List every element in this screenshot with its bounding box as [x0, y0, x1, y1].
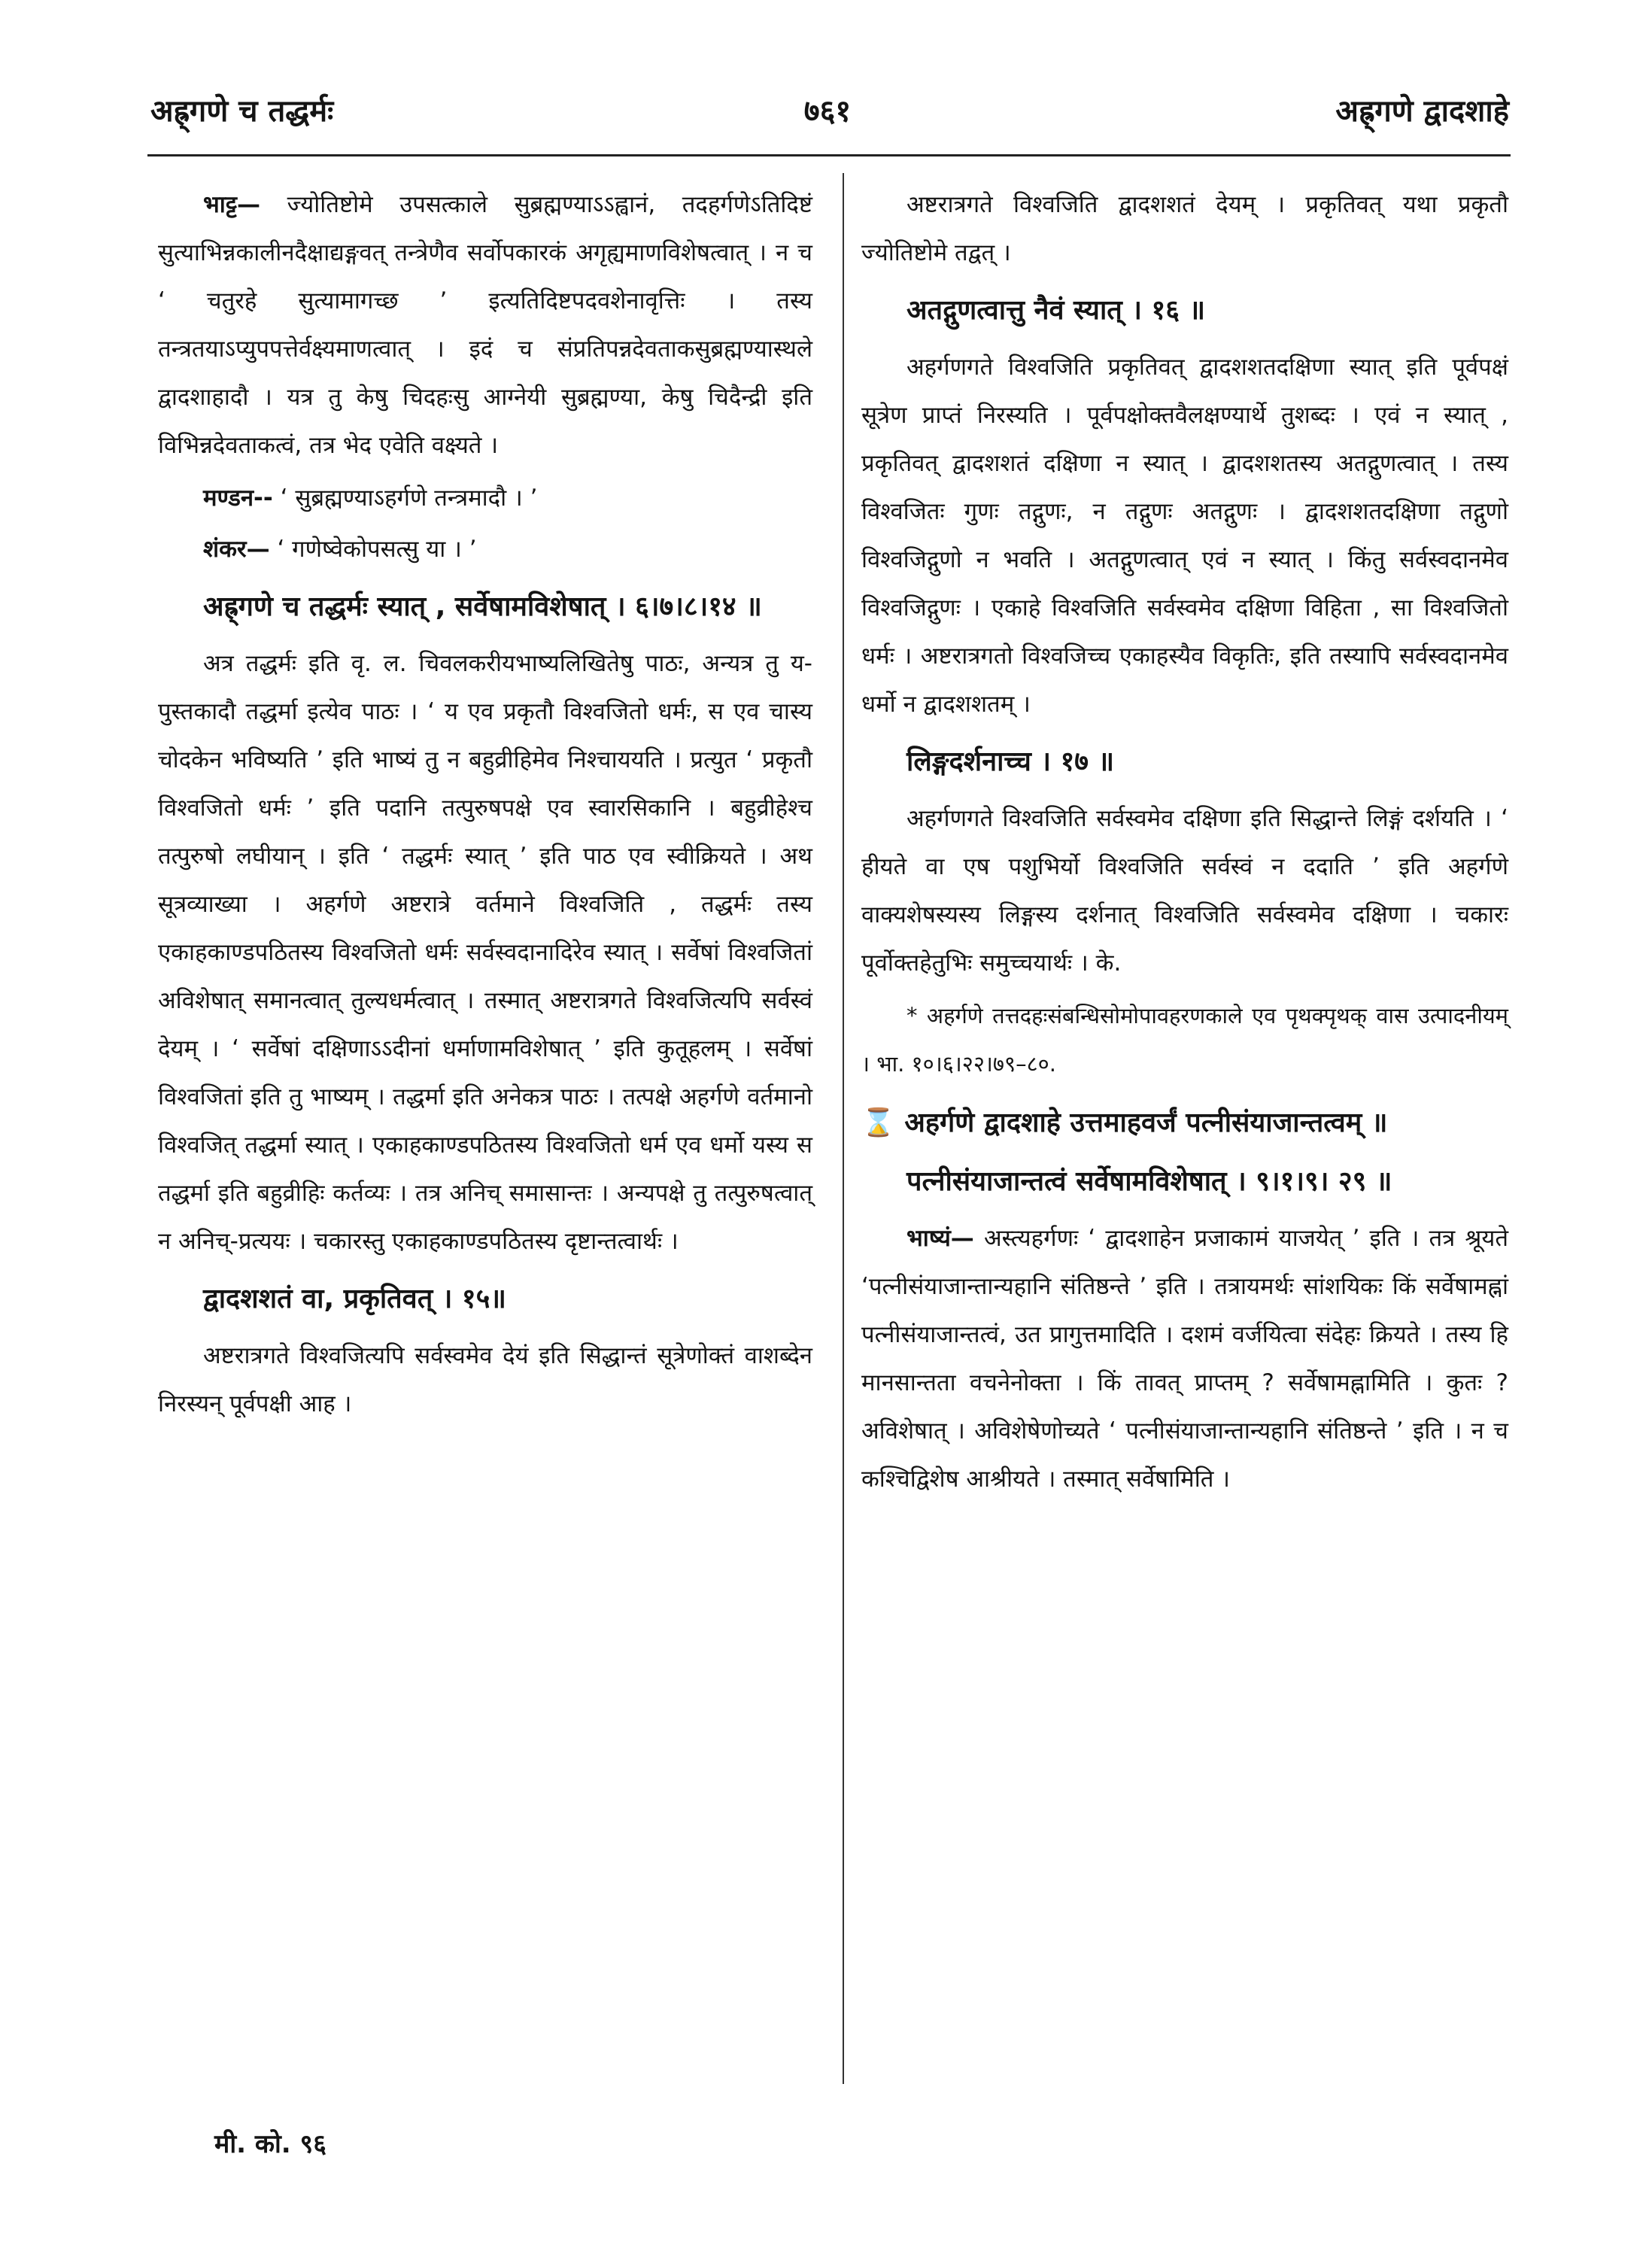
commentary-paragraph-1: अत्र तद्धर्मः इति वृ. ल. चिवलकरीयभाष्यलिखितेषु पाठः, अन्यत्र तु य-पुस्तकादौ तद्धर्मा इत्येव पाठः । ‘ य एव प्रकृतौ विश्वजितो धर्मः, स एव चास्य चोदकेन भविष्यति ’ इति भाष्यं तु न बहुव्रीहिमेव निश्चाययति । प्रत्युत ‘ प्रकृतौ विश्वजितो धर्मः ’ इति पदानि तत्पुरुषपक्षे एव स्वारसिकानि । बहुव्रीहेश्च तत्पुरुषो लघीयान् । इति ‘ तद्धर्मः स्यात् ’ इति पाठ एव स्वीक्रियते । अथ सूत्रव्याख्या । अहर्गणे अष्टरात्रे वर्तमाने विश्वजिति , तद्धर्मः तस्य एकाहकाण्डपठितस्य विश्वजितो धर्मः सर्वस्वदानादिरेव स्यात् । सर्वेषां विश्वजितां अविशेषात् समानत्वात् तुल्यधर्मत्वात् । तस्मात् अष्टरात्रगते विश्वजित्यपि सर्वस्वं देयम् । ‘ सर्वेषां दक्षिणाऽऽदीनां धर्माणामविशेषात् ’ इति कुतूहलम् । सर्वेषां विश्वजितां इति तु भाष्यम् । तद्धर्मा इति अनेकत्र पाठः । तत्पक्षे अहर्गणे वर्तमानो विश्वजित् तद्धर्मा स्यात् । एकाहकाण्डपठितस्य विश्वजितो धर्म एव धर्मो यस्य स तद्धर्मा इति बहुव्रीहिः कर्तव्यः । तत्र अनिच् समासान्तः । अन्यपक्षे तु तत्पुरुषत्वात् न अनिच्-प्रत्ययः । चकारस्तु एकाहकाण्डपठितस्य दृष्टान्तत्वार्थः ।	[158, 650, 812, 1255]
bhashya-text: अस्त्यहर्गणः ‘ द्वादशाहेन प्रजाकामं याजयेत् ’ इति । तत्र श्रूयते ‘पत्नीसंयाजान्तान्यहानि संतिष्ठन्ते ’ इति । तत्रायमर्थः सांशयिकः किं सर्वेषामह्नां पत्नीसंयाजान्तत्वं, उत प्रागुत्तमादिति । दशमं वर्जयित्वा संदेहः क्रियते । तस्य हि मानसान्तता वचनेनोक्ता । किं तावत् प्राप्तम् ? सर्वेषामह्नामिति । कुतः ? अविशेषात् । अविशेषेणोच्यते ‘ पत्नीसंयाजान्तान्यहानि संतिष्ठन्ते ’ इति । न च कश्चिद्विशेष आश्रीयते । तस्मात् सर्वेषामिति ।	[861, 1225, 1508, 1493]
shankara-text: ‘ गणेष्वेकोपसत्सु या । ’	[277, 536, 477, 563]
signature-mark: मी. को. ९६	[214, 2129, 326, 2159]
shankara-label: शंकर—	[203, 536, 270, 563]
shankara-quote	[158, 525, 812, 573]
commentary-paragraph-2: अष्टरात्रगते विश्वजित्यपि सर्वस्वमेव देयं इति सिद्धान्तं सूत्रेणोक्तं वाशब्देन निरस्यन् पूर्वपक्षी आह ।	[158, 1342, 812, 1417]
bhashya-label: भाष्यं—	[906, 1225, 974, 1252]
commentary-paragraph-4: अहर्गणगते विश्वजिति सर्वस्वमेव दक्षिणा इति सिद्धान्ते लिङ्गं दर्शयति । ‘ हीयते वा एष पशुभिर्यो विश्वजिति सर्वस्वं न ददाति ’ इति अहर्गणे वाक्यशेषस्यस्य लिङ्गस्य दर्शनात् विश्वजिति सर्वस्वमेव दक्षिणा । चकारः पूर्वोक्तहेतुभिः समुच्चयार्थः । के.	[861, 805, 1508, 977]
sutra-15: द्वादशशतं वा, प्रकृतिवत् । १५॥	[203, 1283, 506, 1314]
column-divider	[843, 173, 844, 2084]
bhashya-paragraph	[861, 1214, 1508, 1503]
bhatta-label: भाट्ट—	[203, 191, 260, 218]
running-header-right: अह्र्गणे द्वादशाहे	[1335, 94, 1509, 129]
bhatta-paragraph	[158, 181, 812, 469]
page-number: ७६१	[803, 94, 852, 129]
sutra-16: अतद्गुणत्वात्तु नैवं स्यात् । १६ ॥	[906, 295, 1206, 326]
mandana-text: ‘ सुब्रह्मण्याऽहर्गणे तन्त्रमादौ । ’	[280, 485, 538, 512]
running-header-left: अह्र्गणे च तद्धर्मः	[150, 94, 334, 129]
sutra-17: लिङ्गदर्शनाच्च । १७ ॥	[906, 746, 1115, 777]
right-column	[861, 181, 1508, 1508]
mandana-quote	[158, 474, 812, 522]
continued-paragraph: अष्टरात्रगते विश्वजिति द्वादशशतं देयम् । प्रकृतिवत् यथा प्रकृतौ ज्योतिष्टोमे तद्वत् ।	[861, 191, 1508, 266]
sutra-19: पत्नीसंयाजान्तत्वं सर्वेषामविशेषात् । ९।१।९। २९ ॥	[906, 1166, 1392, 1197]
commentary-paragraph-3: अहर्गणगते विश्वजिति प्रकृतिवत् द्वादशशतदक्षिणा स्यात् इति पूर्वपक्षं सूत्रेण प्राप्तं निरस्यति । पूर्वपक्षोक्तवैलक्षण्यार्थे तुशब्दः । एवं न स्यात् , प्रकृतिवत् द्वादशशतं दक्षिणा न स्यात् । द्वादशशतस्य अतद्गुणत्वात् । तस्य विश्वजितः गुणः तद्गुणः, न तद्गुणः अतद्गुणः । द्वादशशतदक्षिणा तद्गुणो विश्वजिद्गुणो न भवति । अतद्गुणत्वात् एवं न स्यात् । किंतु सर्वस्वदानमेव विश्वजिद्गुणः । एकाहे विश्वजिति सर्वस्वमेव दक्षिणा विहिता , सा विश्वजितो धर्मः । अष्टरात्रगतो विश्वजिच्च एकाहस्यैव विकृतिः, इति तस्यापि सर्वस्वदानमेव धर्मो न द्वादशशतम् ।	[861, 354, 1508, 718]
bhatta-text: ज्योतिष्टोमे उपसत्काले सुब्रह्मण्याऽऽह्वानं, तदहर्गणेऽतिदिष्टं सुत्याभिन्नकालीनदैक्षाद्यङ्गवत् तन्त्रेणैव सर्वोपकारकं अगृह्यमाणविशेषत्वात् । न च ‘ चतुरहे सुत्यामागच्छ ’ इत्यतिदिष्टपदवशेनावृत्तिः । तस्य तन्त्रतयाऽप्युपपत्तेर्वक्ष्यमाणत्वात् । इदं च संप्रतिपन्नदेवताकसुब्रह्मण्यास्थले द्वादशाहादौ । यत्र तु केषु चिदहःसु आग्नेयी सुब्रह्मण्या, केषु चिदैन्द्री इति विभिन्नदेवताकत्वं, तत्र भेद एवेति वक्ष्यते ।	[158, 191, 812, 459]
left-column	[158, 181, 812, 1432]
topic-text: अहर्गणे द्वादशाहे उत्तमाहवर्जं पत्नीसंयाजान्तत्वम् ॥	[904, 1107, 1388, 1138]
topic-heading	[861, 1098, 1508, 1148]
sutra-14: अह्र्गणे च तद्धर्मः स्यात् , सर्वेषामविशेषात् । ६।७।८।१४ ॥	[203, 591, 762, 622]
mandana-label: मण्डन--	[203, 485, 273, 512]
hourglass-icon: ⌛	[861, 1107, 895, 1138]
footnote: * अहर्गणे तत्तदहःसंबन्धिसोमोपावहरणकाले एव पृथक्पृथक् वास उत्पादनीयम् । भा. १०।६।२२।७९–८०.	[861, 1003, 1508, 1077]
header-rule	[147, 154, 1511, 156]
